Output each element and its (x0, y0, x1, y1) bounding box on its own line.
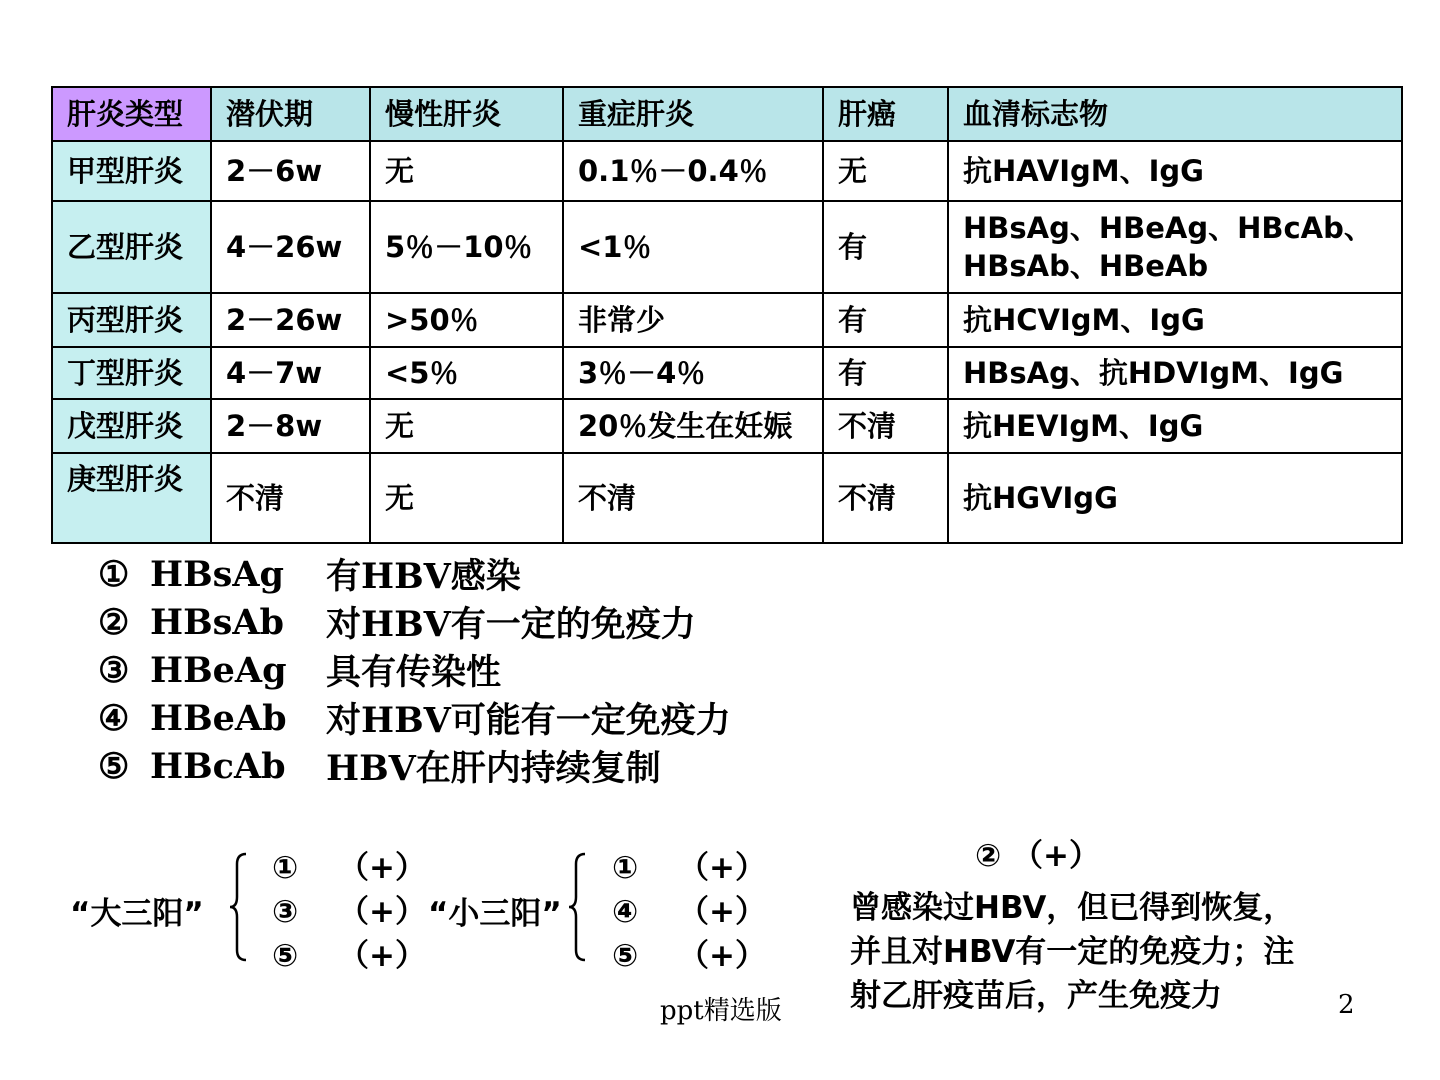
item-sign: （+） (678, 850, 766, 886)
marker-number: ③ (98, 649, 130, 691)
big-three-positive-label: “大三阳” (70, 896, 204, 932)
marker-meaning: 有HBV感染 (326, 556, 521, 597)
table-row-hepatitis-b (52, 201, 1402, 293)
table-cell: 20％发生在妊娠 (563, 399, 823, 453)
table-row-hepatitis-a (52, 141, 1402, 201)
header-cell-chronic: 慢性肝炎 (370, 87, 563, 141)
item-number: ⑤ (612, 938, 639, 974)
table-cell: 无 (823, 141, 948, 201)
table-cell: 乙型肝炎 (52, 201, 211, 293)
table-cell: 2－6w (211, 141, 370, 201)
table-cell: 无 (370, 453, 563, 543)
table-cell: <5％ (370, 347, 563, 399)
item-number: ⑤ (272, 938, 299, 974)
table-cell: 无 (370, 399, 563, 453)
marker-name: HBeAg (150, 649, 287, 691)
small-three-positive-label: “小三阳” (428, 896, 562, 932)
table-cell: 不清 (211, 453, 370, 543)
table-cell: <1％ (563, 201, 823, 293)
item-number: ① (272, 850, 299, 886)
table-cell: 5％－10％ (370, 201, 563, 293)
item-sign: （+） (338, 850, 426, 886)
note-line: 曾感染过HBV，但已得到恢复， (850, 890, 1295, 926)
footer-source: ppt精选版 (660, 996, 782, 1026)
table-cell: 丁型肝炎 (52, 347, 211, 399)
table-cell: 丙型肝炎 (52, 293, 211, 347)
item-sign: （+） (338, 938, 426, 974)
table-cell: 4－7w (211, 347, 370, 399)
table-cell: 不清 (563, 453, 823, 543)
table-row-hepatitis-d (52, 347, 1402, 399)
small-three-item (612, 886, 766, 931)
list-item (98, 598, 731, 646)
marker-number: ② (98, 601, 130, 643)
item-sign: （+） (678, 894, 766, 930)
marker-name: HBsAg (150, 553, 284, 595)
table-cell: 4－26w (211, 201, 370, 293)
marker-number: ④ (98, 697, 130, 739)
item-sign: （+） (678, 938, 766, 974)
table-cell: HBsAg、抗HDVIgM、IgG (948, 347, 1402, 399)
marker-meaning: 具有传染性 (326, 652, 502, 693)
table-cell: 不清 (823, 399, 948, 453)
note-line: 射乙肝疫苗后，产生免疫力 (850, 978, 1222, 1014)
page-number: 2 (1338, 990, 1355, 1020)
table-cell: 无 (370, 141, 563, 201)
header-cell-liver-cancer: 肝癌 (823, 87, 948, 141)
item-number: ④ (612, 894, 639, 930)
header-cell-severe: 重症肝炎 (563, 87, 823, 141)
header-cell-type: 肝炎类型 (52, 87, 211, 141)
marker-number: ① (98, 553, 130, 595)
left-brace-icon (228, 852, 250, 962)
marker-meaning: 对HBV有一定的免疫力 (326, 604, 696, 645)
item-number: ③ (272, 894, 299, 930)
table-cell: >50％ (370, 293, 563, 347)
table-cell: 非常少 (563, 293, 823, 347)
table-header-row (52, 87, 1402, 141)
serum-marker-list (98, 550, 731, 790)
table-cell: 甲型肝炎 (52, 141, 211, 201)
header-cell-incubation: 潜伏期 (211, 87, 370, 141)
table-cell: 2－8w (211, 399, 370, 453)
table-cell: HBsAg、HBeAg、HBcAb、HBsAb、HBeAb (948, 201, 1402, 293)
table-row-hepatitis-g (52, 453, 1402, 543)
table-cell: 戊型肝炎 (52, 399, 211, 453)
table-cell: 庚型肝炎 (52, 453, 211, 543)
small-three-item (612, 930, 766, 975)
table-cell: 有 (823, 347, 948, 399)
hbsab-only-title: ② （+） (975, 838, 1101, 874)
marker-meaning: HBV在肝内持续复制 (326, 748, 661, 789)
marker-meaning: 对HBV可能有一定免疫力 (326, 700, 731, 741)
item-sign: （+） (338, 894, 426, 930)
table-cell: 有 (823, 293, 948, 347)
marker-name: HBsAb (150, 601, 284, 643)
header-cell-serum-markers: 血清标志物 (948, 87, 1402, 141)
table-cell: 0.1％－0.4％ (563, 141, 823, 201)
table-cell: 抗HCVIgM、IgG (948, 293, 1402, 347)
left-brace-icon (567, 852, 589, 962)
small-three-item (612, 842, 766, 887)
table-row-hepatitis-e (52, 399, 1402, 453)
marker-name: HBeAb (150, 697, 287, 739)
table-cell: 不清 (823, 453, 948, 543)
note-line: 并且对HBV有一定的免疫力；注 (850, 934, 1295, 970)
table-cell: 2－26w (211, 293, 370, 347)
list-item (98, 742, 731, 790)
big-three-item (272, 930, 426, 975)
table-cell: 抗HAVIgM、IgG (948, 141, 1402, 201)
marker-number: ⑤ (98, 745, 130, 787)
list-item (98, 550, 731, 598)
table-cell: 抗HEVIgM、IgG (948, 399, 1402, 453)
table-cell: 抗HGVIgG (948, 453, 1402, 543)
list-item (98, 646, 731, 694)
marker-name: HBcAb (150, 745, 286, 787)
big-three-item (272, 842, 426, 887)
hepatitis-comparison-table (51, 86, 1403, 544)
item-number: ① (612, 850, 639, 886)
big-three-item (272, 886, 426, 931)
table-cell: 3％－4％ (563, 347, 823, 399)
list-item (98, 694, 731, 742)
table-row-hepatitis-c (52, 293, 1402, 347)
table-cell: 有 (823, 201, 948, 293)
